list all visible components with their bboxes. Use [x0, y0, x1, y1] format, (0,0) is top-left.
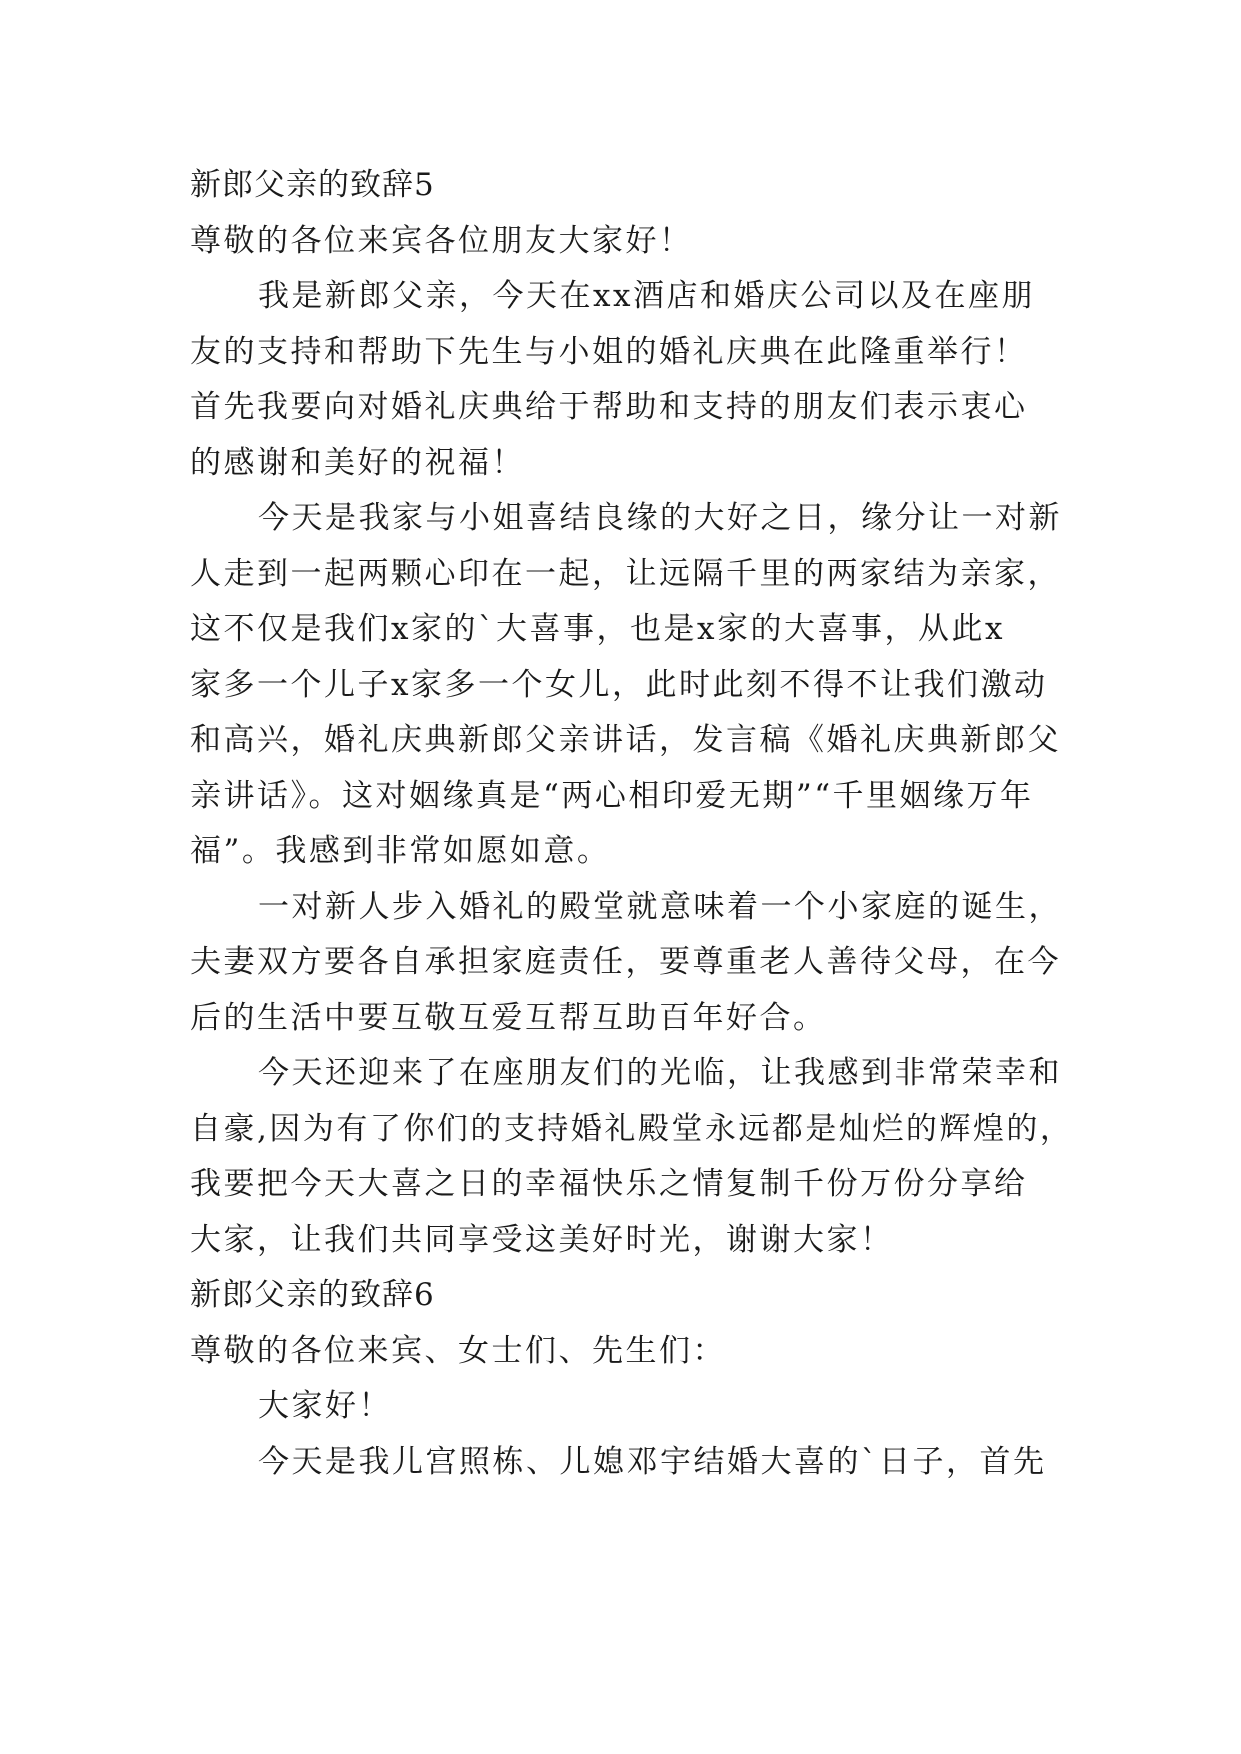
paragraph-line: 和高兴，婚礼庆典新郎父亲讲话，发言稿《婚礼庆典新郎父: [190, 722, 1061, 758]
greeting-line: 尊敬的各位来宾各位朋友大家好！: [190, 222, 693, 259]
paragraph-line: 我是新郎父亲，今天在xx酒店和婚庆公司以及在座朋: [258, 278, 1035, 314]
paragraph-line: 我要把今天大喜之日的幸福快乐之情复制千份万份分享给: [190, 1166, 1028, 1202]
paragraph-line: 福”。我感到非常如愿如意。: [190, 833, 611, 869]
document-page: [190, 158, 1074, 1490]
section-heading-5: 新郎父亲的致辞5: [190, 167, 435, 203]
paragraph-line: 今天还迎来了在座朋友们的光临，让我感到非常荣幸和: [258, 1055, 1062, 1091]
paragraph-line: 人走到一起两颗心印在一起，让远隔千里的两家结为亲家，: [190, 555, 1061, 592]
paragraph-line: 大家好！: [258, 1388, 392, 1424]
paragraph-line: 夫妻双方要各自承担家庭责任，要尊重老人善待父母，在今: [190, 944, 1061, 980]
paragraph-line: 今天是我家与小姐喜结良缘的大好之日，缘分让一对新: [258, 500, 1062, 536]
paragraph-line: 家多一个儿子x家多一个女儿，此时此刻不得不让我们激动: [190, 666, 1048, 703]
greeting-line: 尊敬的各位来宾、女士们、先生们：: [190, 1332, 726, 1369]
paragraph-line: 友的支持和帮助下先生与小姐的婚礼庆典在此隆重举行！: [190, 333, 1028, 370]
paragraph-line: 自豪,因为有了你们的支持婚礼殿堂永远都是灿烂的辉煌的，: [190, 1110, 1074, 1147]
paragraph-line: 亲讲话》。这对姻缘真是“两心相印爱无期”“千里姻缘万年: [190, 777, 1034, 814]
paragraph-line: 首先我要向对婚礼庆典给于帮助和支持的朋友们表示衷心: [190, 389, 1028, 425]
paragraph-line: 大家，让我们共同享受这美好时光，谢谢大家！: [190, 1221, 894, 1258]
paragraph-line: 后的生活中要互敬互爱互帮互助百年好合。: [190, 999, 827, 1036]
paragraph-line: 的感谢和美好的祝福！: [190, 444, 525, 481]
paragraph-line: 一对新人步入婚礼的殿堂就意味着一个小家庭的诞生，: [258, 888, 1062, 925]
paragraph-line: 今天是我儿宫照栋、儿媳邓宇结婚大喜的`日子，首先: [258, 1443, 1047, 1480]
section-heading-6: 新郎父亲的致辞6: [190, 1277, 435, 1313]
paragraph-line: 这不仅是我们x家的`大喜事，也是x家的大喜事，从此x: [190, 611, 1005, 647]
